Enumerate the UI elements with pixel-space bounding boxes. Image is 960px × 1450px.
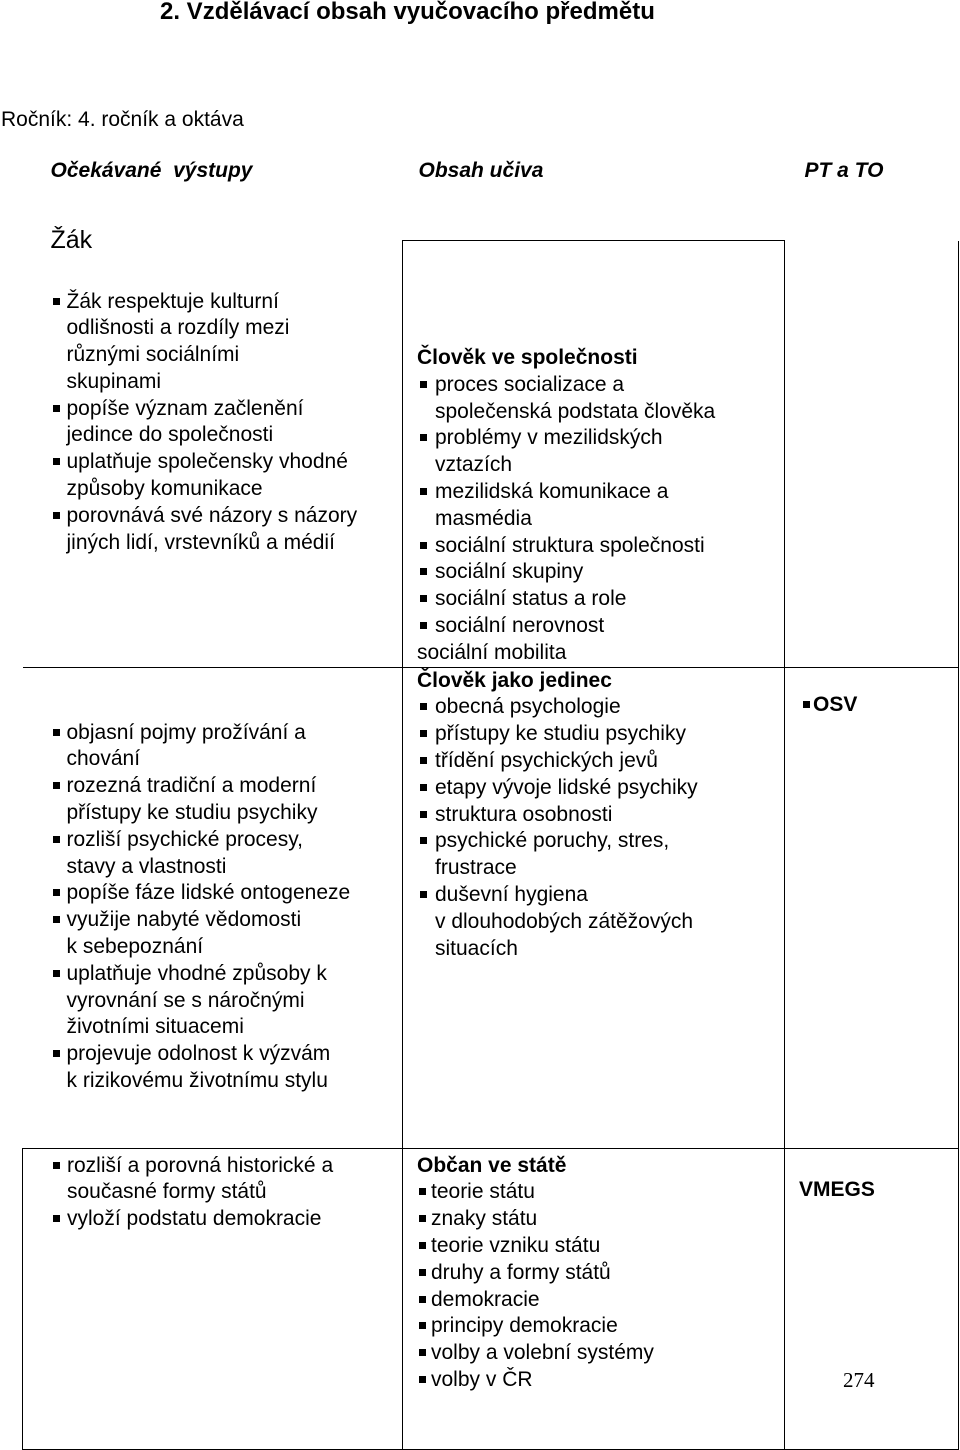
table-row: [23, 667, 959, 1148]
list-item: struktura osobnosti: [403, 802, 784, 829]
list-item: vyloží podstatu demokracie: [23, 1206, 402, 1233]
list-item: znaky státu: [403, 1206, 784, 1233]
content-list-1: [403, 372, 784, 640]
pt-osv: OSV: [785, 668, 958, 719]
list-item: popíše význam začlenění jedince do společnosti: [23, 396, 317, 450]
pt-cell-2: [785, 667, 959, 1148]
list-item: objasní pojmy prožívání a chování: [23, 720, 317, 774]
header-outputs: Očekávané výstupy: [50, 159, 253, 182]
pt-vmegs: VMEGS: [799, 1177, 875, 1201]
content-list-3: [403, 1179, 784, 1393]
list-item: mezilidská komunikace a masmédia: [403, 479, 705, 533]
list-item: problémy v mezilidských vztazích: [403, 425, 705, 479]
list-item: rozliší a porovná historické a současné formy států: [23, 1153, 377, 1207]
list-item: obecná psychologie: [403, 694, 784, 721]
content-extra-1: sociální mobilita: [417, 640, 567, 664]
list-item: třídění psychických jevů: [403, 748, 784, 775]
list-item: sociální struktura společnosti: [403, 533, 784, 560]
list-item: proces socializace a společenská podstata člověka: [403, 372, 735, 426]
outputs-list-2: [23, 720, 403, 1095]
list-item: etapy vývoje lidské psychiky: [403, 775, 784, 802]
content-title-1: Člověk ve společnosti: [417, 346, 638, 369]
list-item: teorie státu: [403, 1179, 784, 1206]
list-item: popíše fáze lidské ontogeneze: [23, 880, 403, 907]
list-item: duševní hygiena: [403, 882, 784, 909]
list-item: volby v ČR: [403, 1367, 784, 1394]
list-item: sociální status a role: [403, 586, 784, 613]
content-list-2: [403, 694, 784, 908]
list-item: sociální skupiny: [403, 559, 784, 586]
list-item: Žák respektuje kulturní odlišnosti a rozdíly mezi různými sociálními skupinami: [23, 289, 337, 396]
list-item: teorie vzniku státu: [403, 1233, 784, 1260]
list-item: rozezná tradiční a moderní přístupy ke studiu psychiky: [23, 773, 357, 827]
list-item: volby a volební systémy: [403, 1340, 784, 1367]
content-continuation-line: v dlouhodobých zátěžových: [435, 909, 693, 933]
table-row: [23, 241, 959, 668]
list-item: využije nabyté vědomosti k sebepoznání: [23, 907, 317, 961]
content-cell-1: [403, 241, 785, 668]
list-item: psychické poruchy, stres, frustrace: [403, 828, 715, 882]
student-label: Žák: [50, 225, 93, 254]
grade-label: Ročník: 4. ročník a oktáva: [1, 108, 244, 131]
table-row: [23, 1148, 959, 1449]
content-continuation-line: situacích: [435, 936, 518, 960]
pt-cell-3: [785, 1148, 959, 1449]
list-item: uplatňuje vhodné způsoby k vyrovnání se s náročnými životními situacemi: [23, 961, 337, 1041]
header-content: Obsah učiva: [418, 159, 544, 182]
outputs-list-1: [23, 289, 403, 557]
list-item: uplatňuje společensky vhodné způsoby komunikace: [23, 449, 367, 503]
list-item: demokracie: [403, 1287, 784, 1314]
content-title-3: Občan ve státě: [417, 1153, 567, 1177]
pt-cell-1: [785, 241, 959, 668]
outputs-cell-1: [23, 225, 403, 668]
outputs-cell-3: [23, 1148, 403, 1449]
list-item: druhy a formy států: [403, 1260, 784, 1287]
content-title-2: Člověk jako jedinec: [417, 668, 612, 692]
header-pt: PT a TO: [804, 159, 884, 182]
list-item: rozliší psychické procesy, stavy a vlastnosti: [23, 827, 317, 881]
list-item: přístupy ke studiu psychiky: [403, 721, 784, 748]
list-item: principy demokracie: [403, 1313, 784, 1340]
page-number: 274: [843, 1368, 875, 1392]
list-item: projevuje odolnost k výzvám k rizikovému životnímu stylu: [23, 1041, 337, 1095]
list-item: sociální nerovnost: [403, 613, 784, 640]
content-cell-2: [403, 667, 785, 1148]
outputs-cell-2: [23, 667, 403, 1148]
outputs-list-3: [23, 1153, 402, 1233]
list-item: porovnává své názory s názory jiných lidí, vrstevníků a médií: [23, 503, 367, 557]
curriculum-table: [22, 146, 959, 1450]
content-cell-3: [403, 1148, 785, 1449]
page-title: 2. Vzdělávací obsah vyučovacího předmětu: [160, 0, 655, 25]
